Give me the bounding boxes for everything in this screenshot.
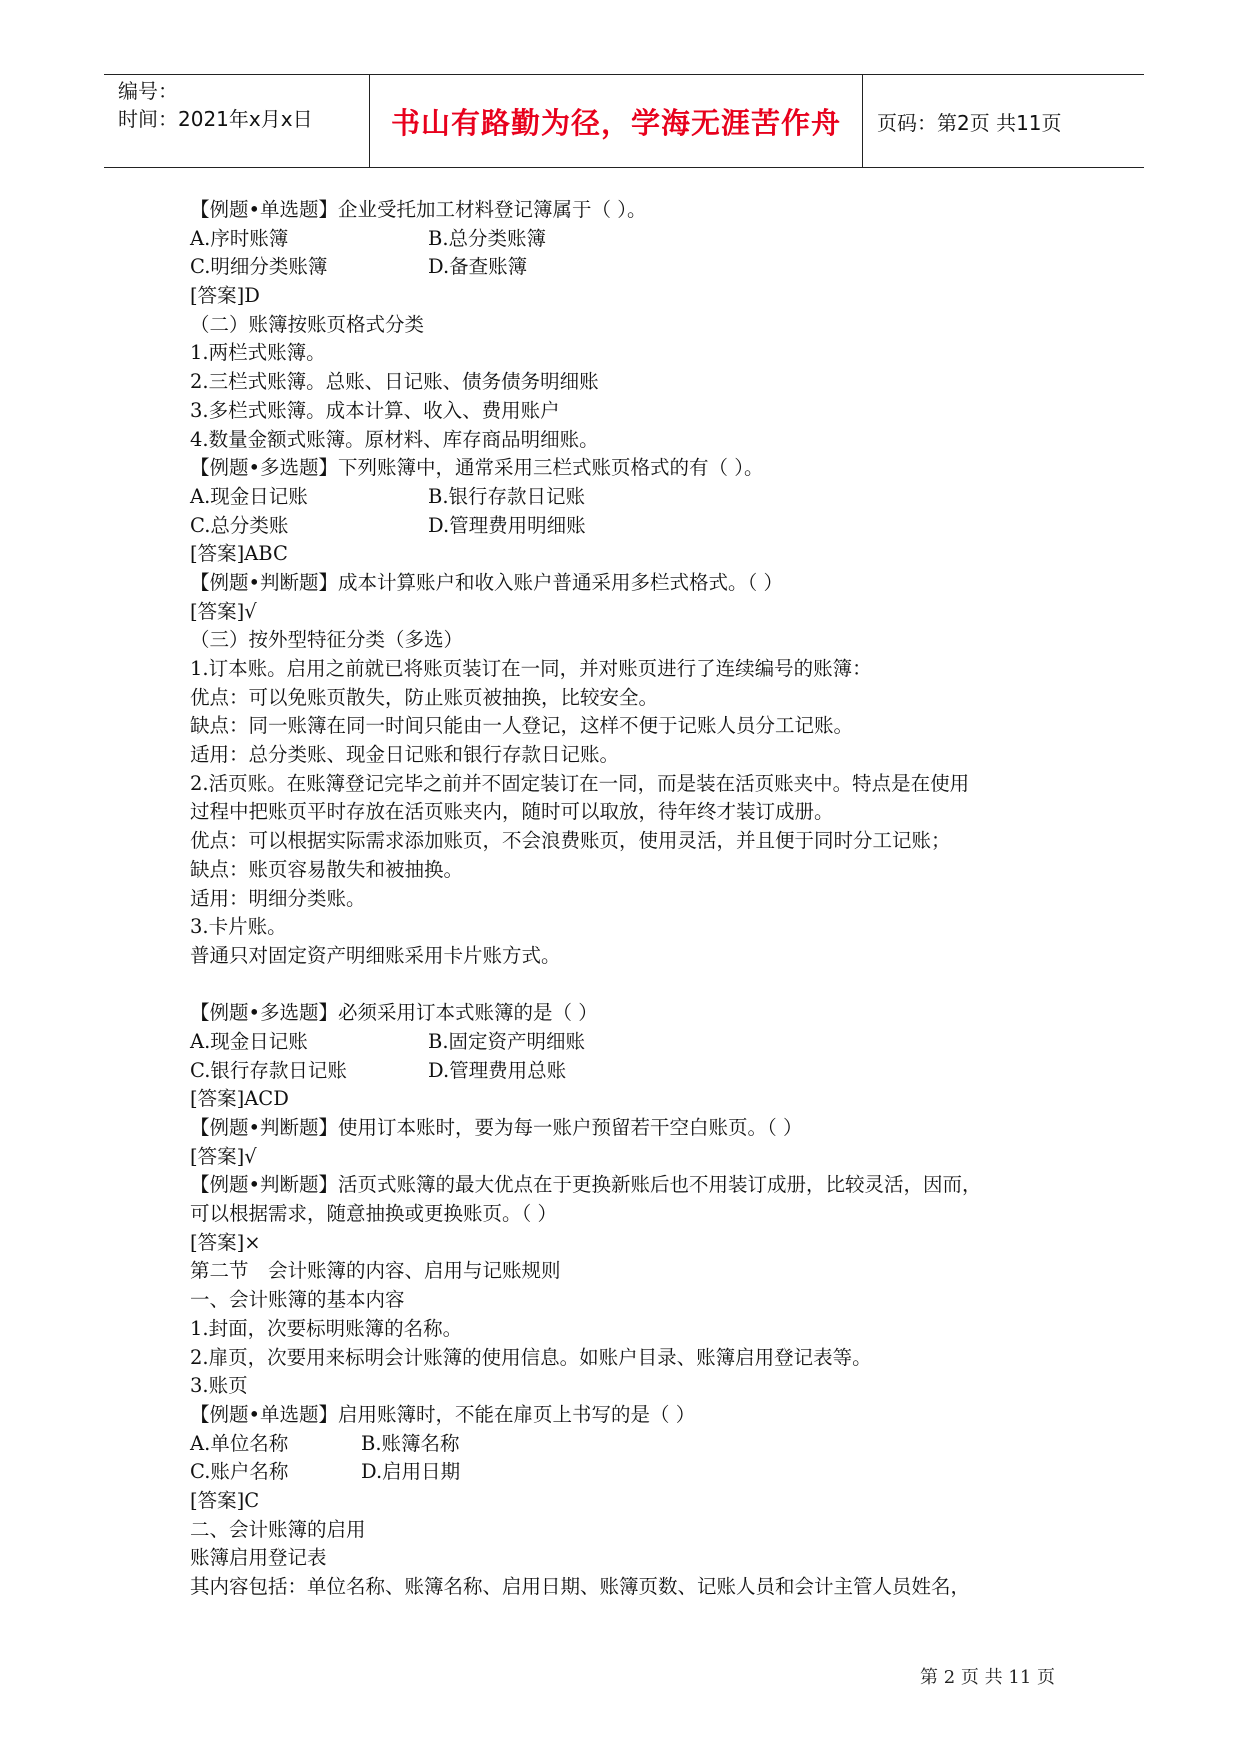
option-item: C.总分类账	[190, 513, 289, 537]
header-page-cell	[863, 75, 1144, 167]
text-line: 适用：总分类账、现金日记账和银行存款日记账。	[190, 743, 620, 767]
option-row	[190, 1057, 1080, 1086]
option-row	[190, 512, 1080, 541]
page-info: 页码：第2页 共11页	[877, 110, 1062, 135]
option-item: B.固定资产明细账	[428, 1029, 586, 1053]
option-row	[190, 225, 1080, 254]
text-line: 【例题•单选题】企业受托加工材料登记簿属于（ ）。	[190, 198, 647, 221]
text-line: 二、会计账簿的启用	[190, 1517, 366, 1541]
option-item: D.启用日期	[361, 1460, 461, 1484]
option-item: D.管理费用明细账	[428, 513, 586, 537]
text-line: 1.封面，次要标明账簿的名称。	[190, 1316, 463, 1340]
text-line: 3.账页	[190, 1374, 248, 1398]
option-row	[190, 253, 1080, 282]
option-item: A.单位名称	[190, 1431, 289, 1455]
document-number-label: 编号：	[118, 79, 178, 103]
page-footer: 第 2 页 共 11 页	[920, 1667, 1055, 1688]
text-line: [答案]×	[190, 1230, 261, 1254]
option-item: D.管理费用总账	[428, 1058, 567, 1082]
option-item: B.总分类账簿	[428, 226, 547, 250]
page-header	[104, 74, 1144, 168]
header-left-cell	[104, 75, 369, 167]
option-item: A.现金日记账	[190, 1029, 308, 1053]
text-line: 适用：明细分类账。	[190, 886, 366, 910]
text-line: 3.多栏式账簿。成本计算、收入、费用账户	[190, 398, 560, 422]
option-row	[190, 1430, 1080, 1459]
text-line: 【例题•判断题】使用订本账时，要为每一账户预留若干空白账页。（ ）	[190, 1116, 803, 1139]
text-line: 优点：可以根据实际需求添加账页，不会浪费账页，使用灵活，并且便于同时分工记账；	[190, 829, 951, 853]
option-item: B.银行存款日记账	[428, 484, 586, 508]
text-line: 2.三栏式账簿。总账、日记账、债务债务明细账	[190, 370, 599, 394]
text-line: 缺点：同一账簿在同一时间只能由一人登记，这样不便于记账人员分工记账。	[190, 714, 854, 738]
option-item: A.序时账簿	[190, 226, 289, 250]
text-line: 第二节 会计账簿的内容、启用与记账规则	[190, 1259, 561, 1283]
text-line: 2.活页账。在账簿登记完毕之前并不固定装订在一同，而是装在活页账夹中。特点是在使用	[190, 771, 970, 795]
text-line: [答案]ACD	[190, 1087, 289, 1111]
text-line: [答案]ABC	[190, 542, 288, 566]
document-body	[190, 196, 1080, 1602]
text-line: 缺点：账页容易散失和被抽换。	[190, 857, 464, 881]
option-item: B.账簿名称	[361, 1431, 460, 1455]
option-item: C.银行存款日记账	[190, 1058, 347, 1082]
option-item: D.备查账簿	[428, 255, 528, 279]
text-line: 普通只对固定资产明细账采用卡片账方式。	[190, 943, 561, 967]
text-line: 1.订本账。启用之前就已将账页装订在一同，并对账页进行了连续编号的账簿：	[190, 657, 872, 680]
motto-text: 书山有路勤为径，学海无涯苦作舟	[390, 105, 841, 140]
text-line: [答案]D	[190, 284, 260, 308]
option-item: C.账户名称	[190, 1460, 289, 1484]
text-line: （三）按外型特征分类（多选）	[190, 628, 464, 652]
text-line: 2.扉页，次要用来标明会计账簿的使用信息。如账户目录、账簿启用登记表等。	[190, 1345, 872, 1369]
text-line: 4.数量金额式账簿。原材料、库存商品明细账。	[190, 427, 599, 451]
text-line: 其内容包括：单位名称、账簿名称、启用日期、账簿页数、记账人员和会计主管人员姓名，	[190, 1575, 971, 1598]
text-line: 1.两栏式账簿。	[190, 341, 326, 365]
text-line: 【例题•多选题】下列账簿中，通常采用三栏式账页格式的有（ ）。	[190, 456, 764, 480]
option-row	[190, 1458, 1080, 1487]
document-time-label: 时间：2021年x月x日	[118, 107, 313, 131]
text-line: 3.卡片账。	[190, 915, 287, 939]
header-motto-cell	[369, 75, 863, 167]
text-line: 【例题•多选题】必须采用订本式账簿的是（ ）	[190, 1001, 598, 1025]
option-item: C.明细分类账簿	[190, 255, 328, 279]
text-line: 【例题•判断题】成本计算账户和收入账户普通采用多栏式格式。（ ）	[190, 570, 783, 594]
option-row	[190, 483, 1080, 512]
text-line: 一、会计账簿的基本内容	[190, 1288, 405, 1312]
text-line: 【例题•判断题】活页式账簿的最大优点在于更换新账后也不用装订成册，比较灵活，因而，	[190, 1173, 982, 1197]
option-row	[190, 1028, 1080, 1057]
text-line: 【例题•单选题】启用账簿时，不能在扉页上书写的是（ ）	[190, 1402, 696, 1426]
text-line: [答案]√	[190, 1144, 257, 1168]
text-line: [答案]C	[190, 1488, 260, 1512]
blank-line	[190, 971, 1080, 1000]
text-line: [答案]√	[190, 599, 257, 623]
option-item: A.现金日记账	[190, 484, 308, 508]
text-line: 账簿启用登记表	[190, 1546, 327, 1570]
text-line: 过程中把账页平时存放在活页账夹内，随时可以取放，待年终才装订成册。	[190, 800, 834, 824]
text-line: 可以根据需求，随意抽换或更换账页。（ ）	[190, 1202, 557, 1226]
text-line: （二）账簿按账页格式分类	[190, 312, 425, 336]
text-line: 优点：可以免账页散失，防止账页被抽换，比较安全。	[190, 685, 659, 709]
